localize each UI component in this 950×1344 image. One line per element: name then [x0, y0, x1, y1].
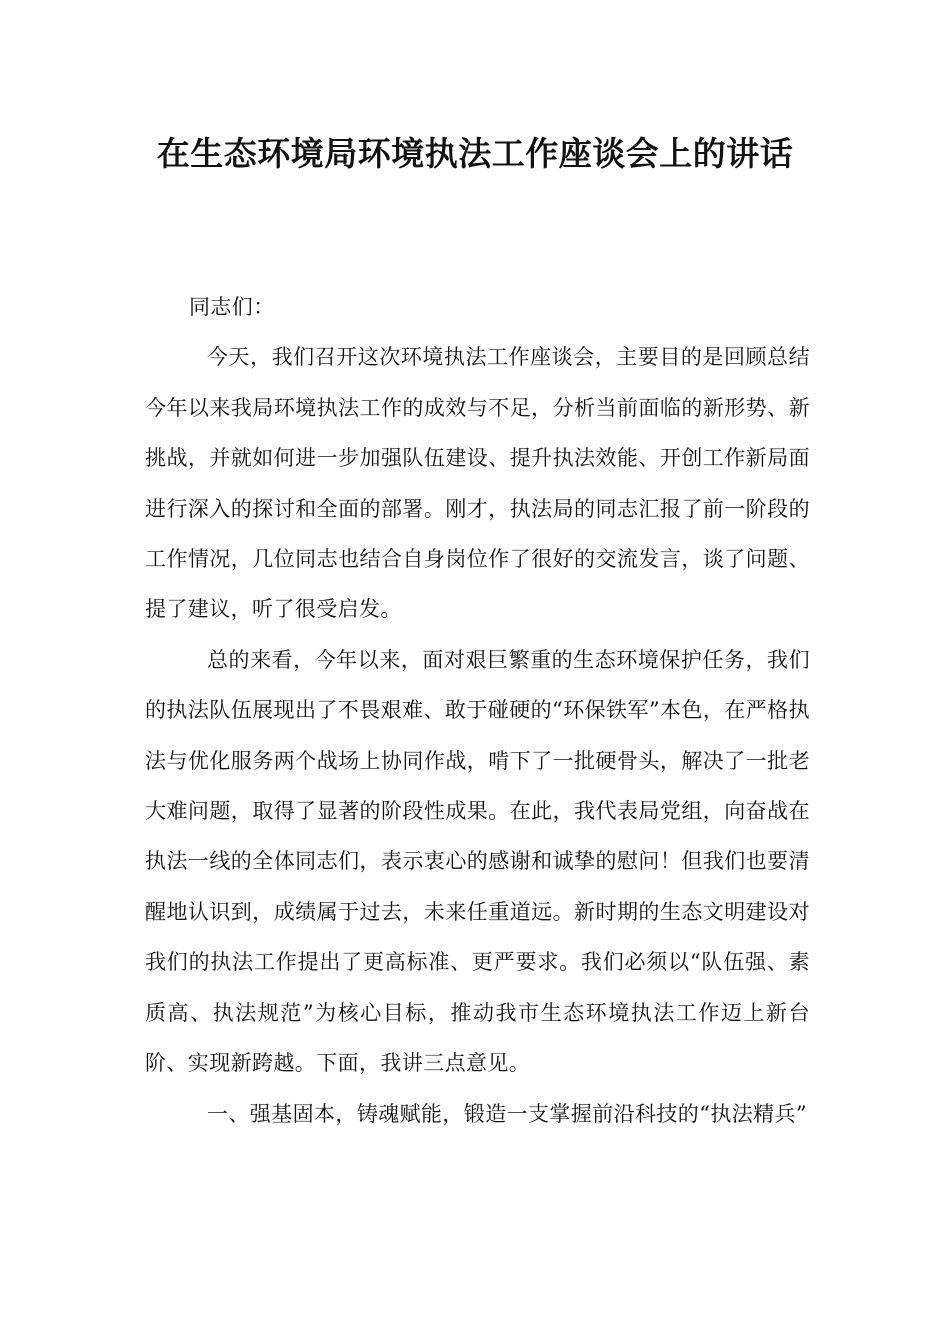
paragraph-summary: 总的来看，今年以来，面对艰巨繁重的生态环境保护任务，我们的执法队伍展现出了不畏艰难、敢于碰硬的“环保铁军”本色，在严格执法与优化服务两个战场上协同作战，啃下了一批硬骨头，解决了一批老大难问题，取得了显著的阶段性成果。在此，我代表局党组，向奋战在执法一线的全体同志们，表示衷心的感谢和诚挚的慰问！但我们也要清醒地认识到，成绩属于过去，未来任重道远。新时期的生态文明建设对我们的执法工作提出了更高标准、更严要求。我们必须以“队伍强、素质高、执法规范”为核心目标，推动我市生态环境执法工作迈上新台阶、实现新跨越。下面，我讲三点意见。	[145, 647, 810, 1076]
document-title: 在生态环境局环境执法工作座谈会上的讲话	[156, 134, 794, 173]
greeting: 同志们：	[189, 295, 275, 319]
paragraph-opening: 今天，我们召开这次环境执法工作座谈会，主要目的是回顾总结今年以来我局环境执法工作的成效与不足，分析当前面临的新形势、新挑战，并就如何进一步加强队伍建设、提升执法效能、开创工作新局面进行深入的探讨和全面的部署。刚才，执法局的同志汇报了前一阶段的工作情况，几位同志也结合自身岗位作了很好的交流发言，谈了问题、提了建议，听了很受启发。	[145, 345, 810, 622]
document-body	[145, 282, 810, 1139]
section-heading-1: 一、强基固本，铸魂赋能，锻造一支掌握前沿科技的“执法精兵”	[207, 1101, 808, 1126]
